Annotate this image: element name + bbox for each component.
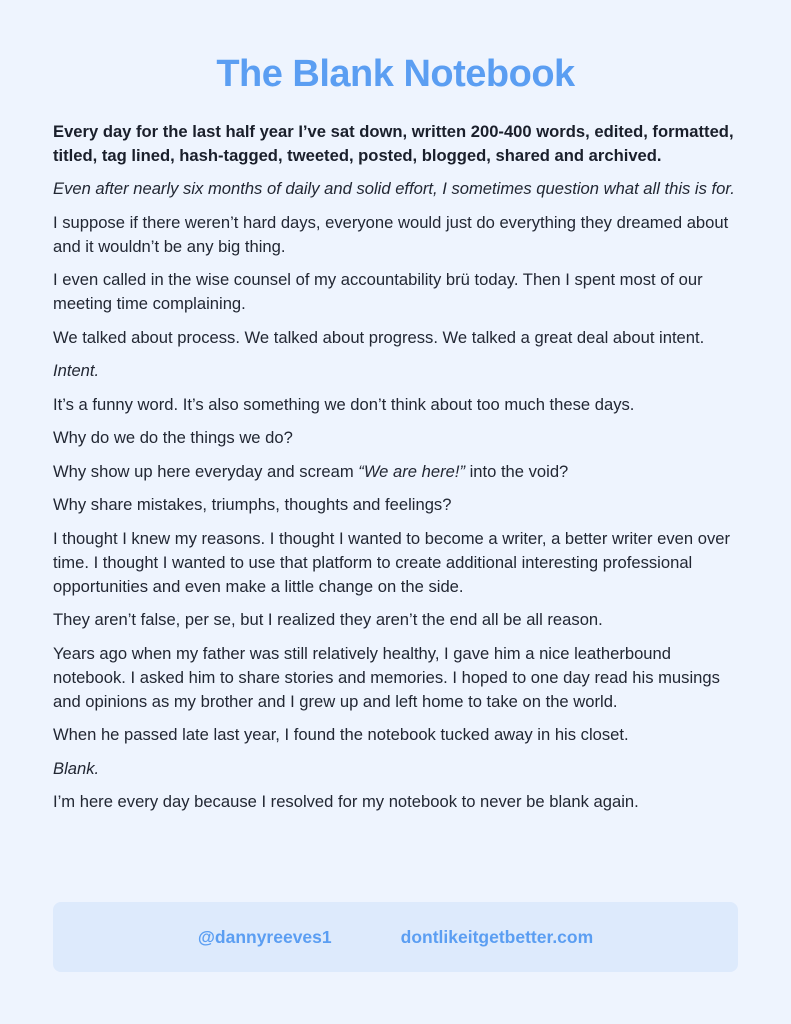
- website-link[interactable]: dontlikeitgetbetter.com: [400, 926, 594, 947]
- article-body: [53, 120, 738, 814]
- paragraph-text: into the void?: [464, 461, 569, 481]
- paragraph: I suppose if there weren’t hard days, everyone would just do everything they dreamed about and it wouldn’t be any big thing.: [53, 212, 729, 256]
- footer-card: [53, 902, 738, 972]
- paragraph: Even after nearly six months of daily and solid effort, I sometimes question what all this is for.: [53, 179, 735, 198]
- paragraph: Years ago when my father was still relatively healthy, I gave him a nice leatherbound notebook. I asked him to share stories and memories. I hoped to one day read his musings and opinions as my brother and I grew up and left home to take on the world.: [53, 643, 720, 711]
- paragraph: Why share mistakes, triumphs, thoughts and feelings?: [53, 495, 452, 514]
- paragraph: I thought I knew my reasons. I thought I wanted to become a writer, a better writer even over time. I thought I wanted to use that platform to create additional interesting professional opportunities and even make a little change on the side.: [53, 528, 731, 596]
- paragraph: [53, 460, 738, 484]
- quote-text: “We are here!”: [358, 461, 465, 481]
- paragraph-text: Why show up here everyday and scream: [53, 461, 359, 481]
- paragraph: When he passed late last year, I found the notebook tucked away in his closet.: [53, 725, 629, 744]
- paragraph: Why do we do the things we do?: [53, 428, 293, 447]
- paragraph: They aren’t false, per se, but I realized they aren’t the end all be all reason.: [53, 610, 603, 629]
- lead-paragraph: Every day for the last half year I’ve sat down, written 200-400 words, edited, formatted, titled, tag lined, hash-tagged, tweeted, posted, blogged, shared and archived.: [53, 122, 734, 165]
- paragraph: We talked about process. We talked about progress. We talked a great deal about intent.: [53, 327, 705, 347]
- paragraph: I’m here every day because I resolved for my notebook to never be blank again.: [53, 792, 639, 811]
- page-title: The Blank Notebook: [216, 53, 575, 95]
- paragraph: It’s a funny word. It’s also something we don’t think about too much these days.: [53, 394, 635, 414]
- social-handle-link[interactable]: @dannyreeves1: [197, 926, 332, 947]
- paragraph: Intent.: [53, 361, 100, 380]
- paragraph: I even called in the wise counsel of my accountability brü today. Then I spent most of our meeting time complaining.: [53, 270, 703, 313]
- paragraph: Blank.: [53, 758, 100, 778]
